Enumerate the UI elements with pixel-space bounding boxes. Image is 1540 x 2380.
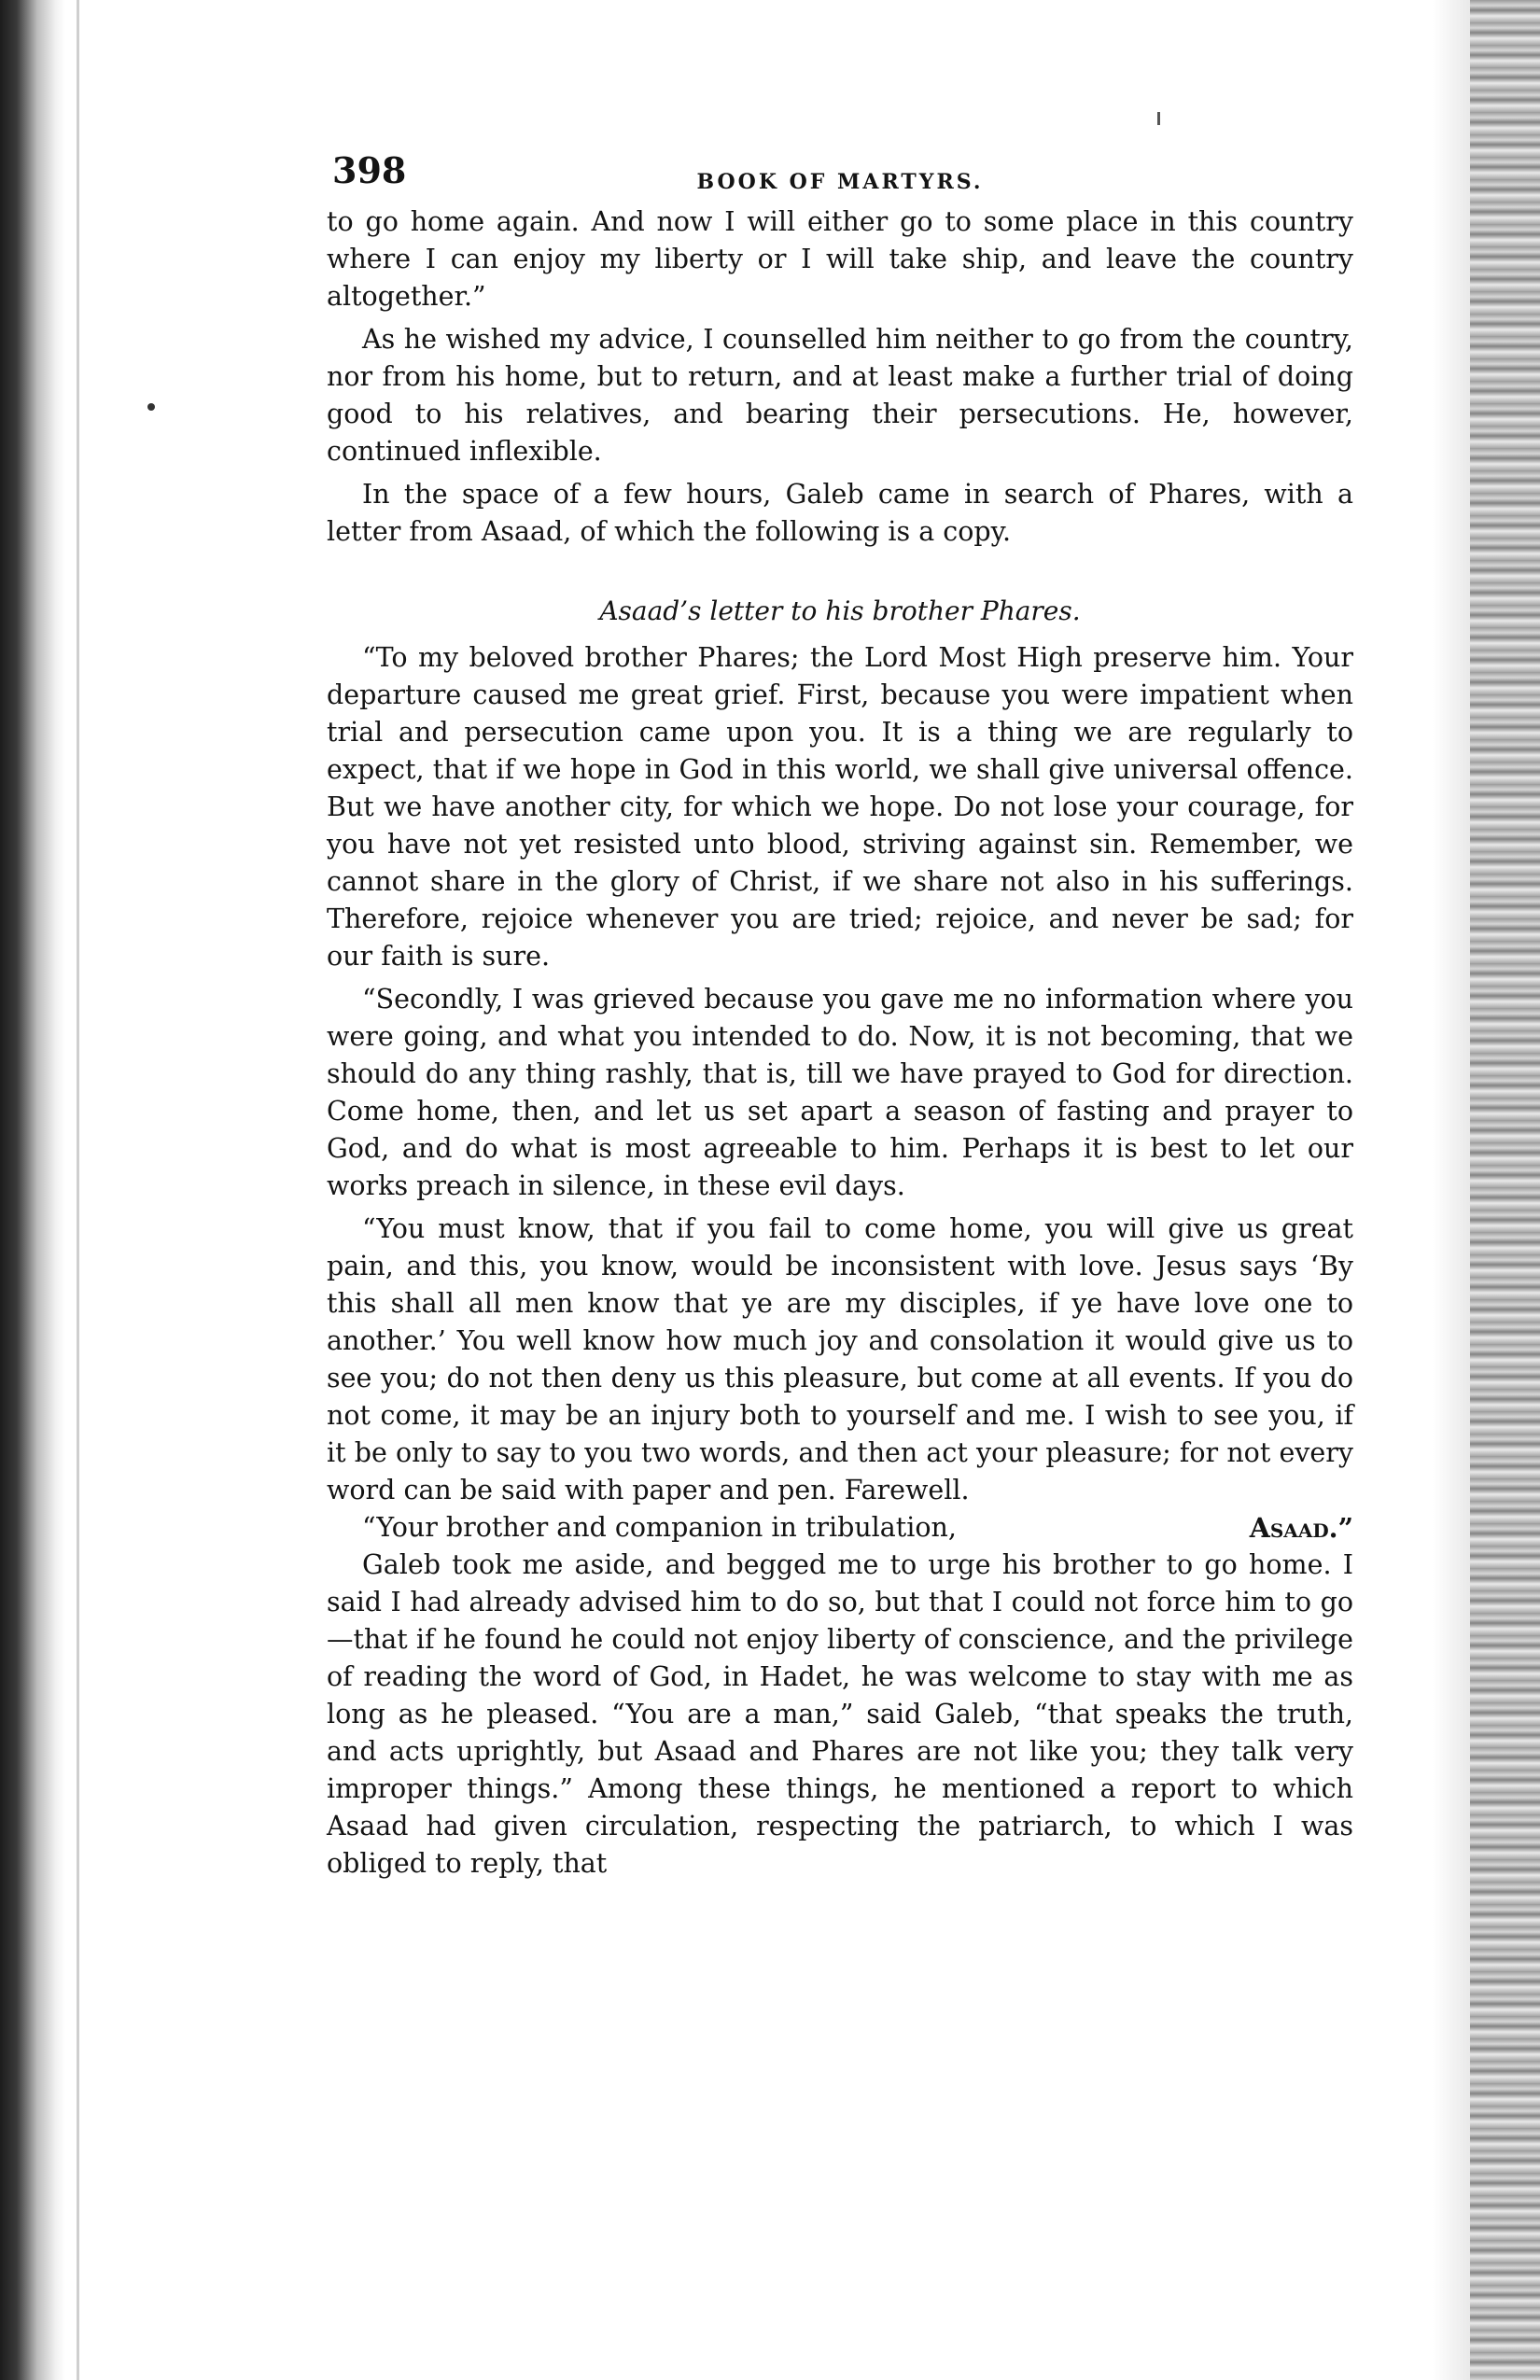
page-header — [327, 149, 1353, 203]
closing-salutation: “Your brother and companion in tribulation, — [362, 1512, 957, 1543]
paragraph: to go home again. And now I will either go to some place in this country where I can enjoy my liberty or I will take ship, and leave the country altogether.” — [327, 206, 1353, 312]
book-page — [327, 149, 1353, 1883]
paragraph: In the space of a few hours, Galeb came in search of Phares, with a letter from Asaad, of which the following is a copy. — [327, 479, 1353, 547]
paragraph: As he wished my advice, I counselled him neither to go from the country, nor from his home, but to return, and at least make a further trial of doing good to his relatives, and bearing their persecutions. He, however, continued inflexible. — [327, 324, 1353, 467]
letter-paragraph: “You must know, that if you fail to come home, you will give us great pain, and this, you know, would be inconsistent with love. Jesus says ‘By this shall all men know that ye are my disciples, if ye have love one to another.’ You well know how much joy and consolation it would give us to see you; do not then deny us this pleasure, but come at all events. If you do not come, it may be an injury both to yourself and me. I wish to see you, if it be only to say to you two words, and then act your pleasure; for not every word can be said with paper and pen. Farewell. — [327, 1213, 1353, 1505]
ink-mark — [1157, 112, 1160, 125]
page-number: 398 — [332, 149, 407, 191]
page-binding-shadow — [0, 0, 65, 2380]
letter-paragraph: “Secondly, I was grieved because you gave me no information where you were going, and what you intended to do. Now, it is not becoming, that we should do any thing rashly, that is, till we have prayed to God for direction. Come home, then, and let us set apart a season of fasting and prayer to God, and do what is most agreeable to him. Perhaps it is best to let our works preach in silence, in these evil days. — [327, 984, 1353, 1201]
page-edge-fade — [1433, 0, 1470, 2380]
letter-paragraph: “To my beloved brother Phares; the Lord Most High preserve him. Your departure caused me great grief. First, because you were impatient when trial and persecution came upon you. It is a thing we are regularly to expect, that if we hope in God in this world, we shall give universal offence. But we have another city, for which we hope. Do not lose your courage, for you have not yet resisted unto blood, striving against sin. Remember, we cannot share in the glory of Christ, if we share not also in his sufferings. Therefore, rejoice whenever you are tried; rejoice, and never be sad; for our faith is sure. — [327, 642, 1353, 972]
letter-heading: Asaad’s letter to his brother Phares. — [599, 595, 1081, 626]
page-gutter-line — [77, 0, 79, 2380]
body-text — [327, 203, 1353, 1883]
letter-signature: Asaad.” — [1249, 1512, 1353, 1544]
letter-closing — [327, 1509, 1353, 1547]
paragraph: Galeb took me aside, and begged me to urge his brother to go home. I said I had already advised him to do so, but that I could not force him to go—that if he found he could not enjoy liberty of conscience, and the privilege of reading the word of God, in Hadet, he was welcome to stay with me as long as he pleased. “You are a man,” said Galeb, “that speaks the truth, and acts uprightly, but Asaad and Phares are not like you; they talk very improper things.” Among these things, he mentioned a report to which Asaad had given circulation, respecting the patriarch, to which I was obliged to reply, that — [327, 1549, 1353, 1879]
page-edge-stack — [1470, 0, 1540, 2380]
running-head: BOOK OF MARTYRS. — [696, 170, 984, 194]
ink-speck — [147, 403, 155, 411]
